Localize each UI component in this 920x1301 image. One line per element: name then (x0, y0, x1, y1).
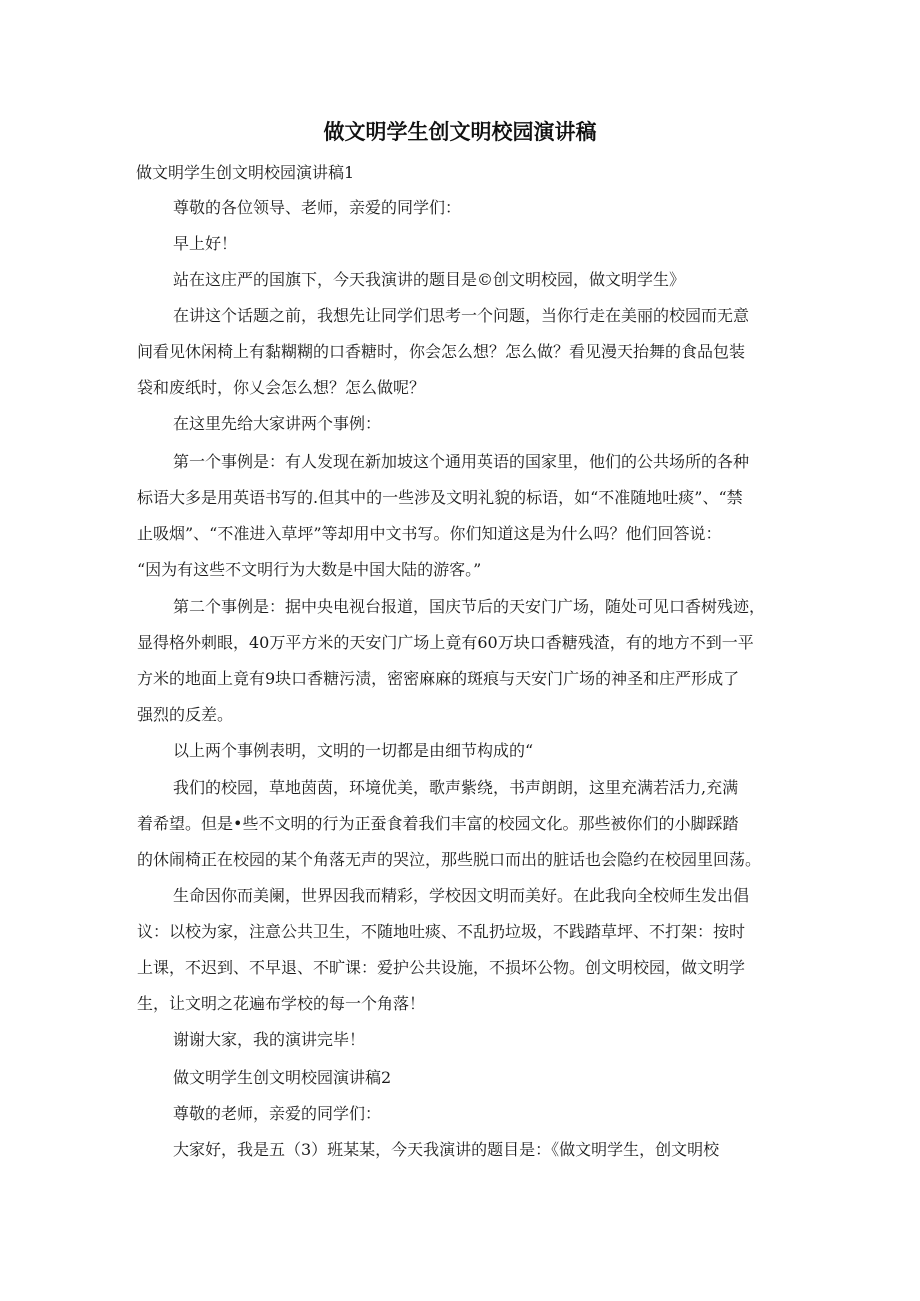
paragraph-line: 显得格外刺眼，40万平方米的天安门广场上竟有60万块口香糖残渣，有的地方不到一平 (137, 633, 754, 652)
paragraph-line: 生命因你而美阑，世界因我而精彩，学校因文明而美好。在此我向全校师生发出倡 (173, 886, 750, 905)
paragraph-line: 在这里先给大家讲两个事例： (173, 414, 382, 433)
paragraph-line: 在讲这个话题之前，我想先让同学们思考一个问题，当你行走在美丽的校园而无意 (173, 306, 750, 325)
paragraph-line: 早上好！ (173, 234, 238, 253)
paragraph-line: 上课，不迟到、不早退、不旷课：爱护公共设施，不损坏公物。创文明校园，做文明学 (137, 958, 746, 977)
paragraph-line: 第二个事例是：据中央电视台报道，国庆节后的天安门广场，随处可见口香树残迹， (173, 597, 766, 616)
paragraph-line: 的休闹椅正在校园的某个角落无声的哭泣，那些脱口而出的脏话也会隐约在校园里回荡。 (137, 850, 762, 869)
paragraph-line: 着希望。但是•些不文明的行为正蚕食着我们丰富的校园文化。那些被你们的小脚踩踏 (137, 814, 739, 833)
paragraph-line: 间看见休闲椅上有黏糊糊的口香糖时，你会怎么想？怎么做？看见漫天抬舞的食品包装 (137, 342, 746, 361)
paragraph-line: 我们的校园，草地茵茵，环境优美，歌声紫绕，书声朗朗，这里充满若活力,充满 (173, 778, 739, 797)
paragraph-line: 尊敬的老师，亲爱的同学们： (173, 1104, 382, 1123)
paragraph-line: 大家好，我是五（3）班某某，今天我演讲的题目是：《做文明学生，创文明校 (173, 1140, 720, 1159)
paragraph-line: 止吸烟”、“不准进入草坪”等却用中文书写。你们知道这是为什么吗？他们回答说： (137, 524, 722, 543)
section-heading: 做文明学生创文明校园演讲稿2 (173, 1068, 392, 1087)
paragraph-line: 标语大多是用英语书写的.但其中的一些涉及文明礼貌的标语，如“不准随地吐痰”、“禁 (137, 488, 743, 507)
paragraph-line: 谢谢大家，我的演讲完毕！ (173, 1030, 366, 1049)
paragraph-line: 强烈的反差。 (137, 705, 234, 724)
paragraph-line: 议：以校为家，注意公共卫生，不随地吐痰、不乱扔垃圾，不践踏草坪、不打架：按时 (137, 922, 746, 941)
paragraph-line: 以上两个事例表明，文明的一切都是由细节构成的“ (173, 741, 534, 760)
paragraph-line: “因为有这些不文明行为大数是中国大陆的游客。” (137, 560, 482, 579)
section-heading: 做文明学生创文明校园演讲稿1 (136, 163, 355, 182)
paragraph-line: 生，让文明之花遍布学校的每一个角落！ (137, 994, 426, 1013)
paragraph-line: 第一个事例是：有人发现在新加坡这个通用英语的国家里，他们的公共场所的各种 (173, 452, 750, 471)
document-title: 做文明学生创文明校园演讲稿 (323, 120, 597, 144)
paragraph-line: 站在这庄严的国旗下，今天我演讲的题目是©创文明校园，做文明学生》 (173, 270, 686, 289)
paragraph-line: 尊敬的各位领导、老师，亲爱的同学们： (173, 198, 462, 217)
paragraph-line: 方米的地面上竟有9块口香糖污渍，密密麻麻的斑痕与天安门广场的神圣和庄严形成了 (137, 669, 740, 688)
paragraph-line: 袋和废纸时，你乂会怎么想？怎么做呢？ (137, 378, 426, 397)
